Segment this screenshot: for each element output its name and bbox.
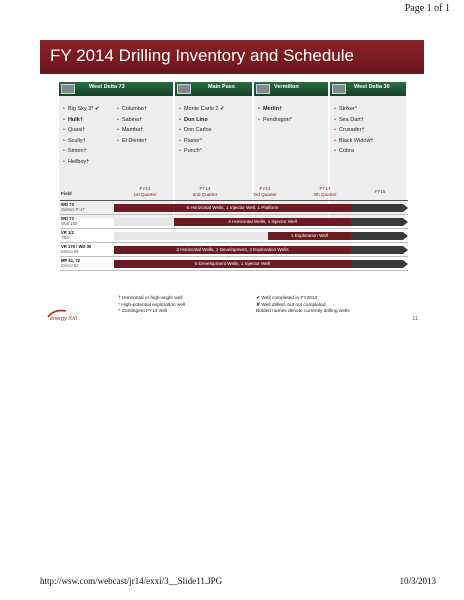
- field-cell: WD 73 Nabors P-17: [61, 202, 85, 212]
- arrow-head-icon: [403, 246, 408, 254]
- list-item: • Big Sky 3* ✔: [63, 106, 100, 112]
- idle-period: [114, 232, 268, 240]
- fy15-arrow: [351, 232, 403, 240]
- prospect-list: [334, 104, 373, 157]
- quarter-header: FY14 3rd Quarter: [253, 186, 277, 197]
- divider: [60, 270, 408, 271]
- region-header: [330, 82, 406, 96]
- legend-item: ✔ Well completed in FY2013: [256, 296, 318, 301]
- legend-item: * High-potential exploration well: [118, 302, 186, 308]
- list-item: • Quasi†: [63, 127, 86, 133]
- list-item: • Merlin†: [258, 106, 283, 112]
- platform-photo-icon: [61, 84, 75, 94]
- list-item: • Striker*: [334, 106, 357, 112]
- divider: [60, 242, 408, 243]
- list-item: • Don Carlos: [179, 127, 212, 133]
- prospect-list: [258, 104, 292, 125]
- schedule-bar: 4 Horizontal Wells, 1 Injector Well: [174, 218, 351, 226]
- list-item: • Don Lino: [179, 116, 208, 123]
- list-item: • Crusader†: [334, 127, 365, 133]
- region-name: Main Pass: [208, 84, 235, 90]
- prospect-list: [117, 104, 147, 146]
- list-item: • Sea Dart†: [334, 116, 364, 123]
- quarter-header: FY14 1st Quarter: [133, 186, 157, 197]
- region-name: Vermilion: [274, 84, 299, 90]
- schedule-bar: 5 Development Wells, 1 Injector Well: [114, 260, 351, 268]
- region-name: West Delta 73: [89, 84, 125, 90]
- region-name: West Delta 30: [354, 84, 390, 90]
- divider: [60, 200, 408, 201]
- legend-item: ^ Contingent FY14 well: [118, 309, 168, 314]
- arrow-head-icon: [403, 260, 408, 268]
- schedule-bar: 1 Exploration Well: [268, 232, 351, 240]
- arrow-head-icon: [403, 232, 408, 240]
- fy15-arrow: [351, 260, 403, 268]
- fy15-arrow: [351, 218, 403, 226]
- arrow-head-icon: [403, 218, 408, 226]
- legend-item: Bolded names denote currently drilling wells: [256, 309, 350, 314]
- slide: [40, 40, 424, 337]
- platform-photo-icon: [256, 84, 270, 94]
- print-date: 10/3/2013: [399, 576, 436, 586]
- fy15-arrow: [351, 246, 403, 254]
- schedule-bar: 3 Horizontal Wells, 1 Development, 2 Exploration Wells: [114, 246, 351, 254]
- slide-number: 11: [412, 316, 418, 322]
- prospect-list: [179, 104, 225, 157]
- quarter-header: FY15: [374, 189, 386, 194]
- source-url: http://wsw.com/webcast/jr14/exxi/3__Slide11.JPG: [40, 576, 223, 586]
- legend-item: ✘ Well drilled, but not completed: [256, 302, 326, 308]
- field-cell: MP 61, 72 Ensco 82: [61, 258, 81, 268]
- list-item: • Mamba†: [117, 127, 144, 133]
- list-item: • Monte Carlo 2 ✔: [179, 106, 225, 112]
- quarter-header: FY14 2nd Quarter: [192, 186, 218, 197]
- idle-period: [114, 218, 174, 226]
- quarter-header: FY14 4th Quarter: [313, 186, 337, 197]
- list-item: • Columbo†: [117, 106, 148, 112]
- region-header: [59, 82, 173, 96]
- list-item: • Paster^: [179, 137, 203, 144]
- list-item: • Sabina†: [117, 116, 143, 123]
- prospect-list: [63, 104, 99, 167]
- region-header: [175, 82, 252, 96]
- list-item: • Simon†: [63, 148, 87, 154]
- list-item: • Black Widow†: [334, 137, 374, 144]
- fy15-arrow: [351, 204, 403, 212]
- energy-xxi-logo: [46, 308, 78, 322]
- field-header: Field: [61, 191, 72, 196]
- list-item: • El Diente†: [117, 137, 148, 144]
- field-cell: VR 175 / WD 30 Ensco 99: [61, 244, 92, 254]
- list-item: • Scully†: [63, 137, 86, 144]
- region-header: [254, 82, 328, 96]
- arrow-head-icon: [403, 204, 408, 212]
- divider: [60, 214, 408, 215]
- platform-photo-icon: [332, 84, 346, 94]
- field-cell: VR 1/2 TBD: [61, 230, 74, 240]
- svg-text:energy XXI: energy XXI: [50, 316, 78, 322]
- legend-right: [256, 296, 350, 316]
- list-item: • Cobra: [334, 148, 354, 154]
- legend-left: [118, 296, 185, 316]
- title-bar: [40, 40, 424, 74]
- page-number: Page 1 of 1: [404, 3, 450, 14]
- list-item: • Hellboy†: [63, 158, 90, 165]
- legend-item: † Horizontal or high-angle well: [118, 296, 183, 301]
- list-item: • Hulk†: [63, 116, 83, 123]
- divider: [60, 228, 408, 229]
- field-cell: WD 73 Mod 100: [61, 216, 78, 226]
- divider: [60, 256, 408, 257]
- schedule-bar: 6 Horizontal Wells, 1 Injector Well, 1 Platform: [114, 204, 351, 212]
- list-item: • Pendragon*: [258, 116, 292, 123]
- list-item: • Punch^: [179, 148, 203, 154]
- platform-photo-icon: [177, 84, 191, 94]
- slide-title: FY 2014 Drilling Inventory and Schedule: [50, 46, 354, 65]
